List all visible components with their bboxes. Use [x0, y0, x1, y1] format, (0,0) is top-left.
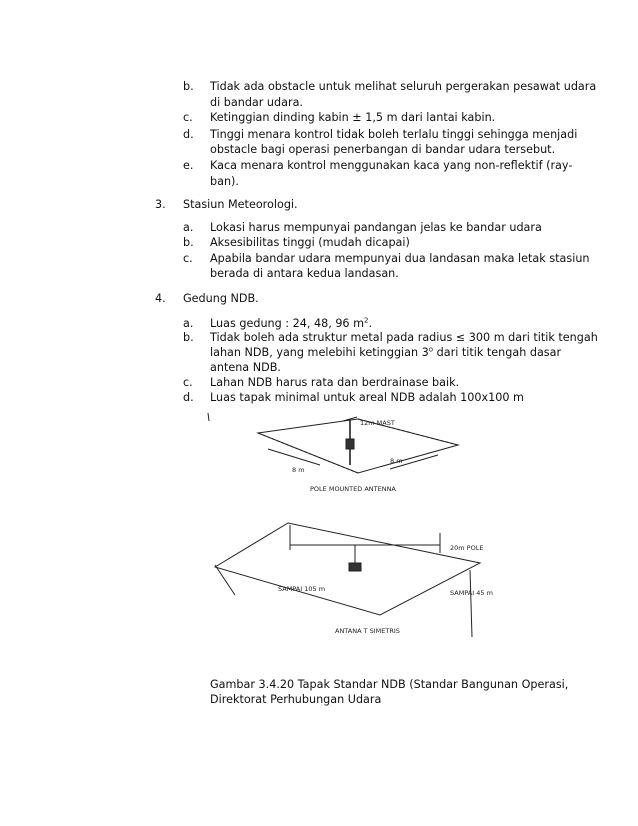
side-line — [470, 570, 472, 637]
item-letter: c. — [183, 252, 193, 265]
item-text-main: Luas gedung : 24, 48, 96 m — [210, 317, 365, 330]
item-text: Luas tapak minimal untuk areal NDB adalah 100x100 m — [210, 391, 524, 404]
section-number: 4. — [155, 292, 166, 305]
superscript: o — [428, 345, 434, 354]
item-text-tail: . — [368, 317, 373, 330]
label-caption-top: POLE MOUNTED ANTENNA — [310, 485, 396, 493]
item-letter: b. — [183, 236, 194, 249]
ndb-hut — [346, 439, 354, 449]
item-text: di bandar udara. — [210, 96, 303, 109]
ndb-hut — [349, 563, 361, 571]
item-text: Tidak boleh ada struktur metal pada radius ≤ 300 m dari titik tengah — [210, 331, 598, 344]
item-text-main: lahan NDB, yang melebihi ketinggian 3 — [210, 346, 429, 359]
ndb-site-diagram — [200, 405, 500, 645]
item-text: Tinggi menara kontrol tidak boleh terlalu tinggi sehingga menjadi — [210, 128, 578, 141]
item-letter: a. — [183, 221, 194, 234]
item-letter: a. — [183, 317, 194, 330]
item-letter: c. — [183, 111, 193, 124]
label-mast: 12m MAST — [360, 419, 395, 427]
section-title: Gedung NDB. — [183, 292, 259, 305]
item-text: Aksesibilitas tinggi (mudah dicapai) — [210, 236, 410, 249]
label-caption-bottom: ANTANA T SIMETRIS — [335, 627, 400, 635]
ground-plane — [258, 419, 458, 473]
label-dim-right: SAMPAI 45 m — [450, 589, 493, 597]
item-text: Ketinggian dinding kabin ± 1,5 m dari lantai kabin. — [210, 111, 496, 124]
item-letter: b. — [183, 331, 194, 344]
item-letter: d. — [183, 391, 194, 404]
item-letter: d. — [183, 128, 194, 141]
item-text: Lahan NDB harus rata dan berdrainase baik. — [210, 376, 460, 389]
label-dim-right: 8 m — [390, 457, 403, 465]
item-text — [210, 317, 372, 331]
label-dim-left: 8 m — [292, 466, 305, 474]
figure-caption: Gambar 3.4.20 Tapak Standar NDB (Standar Bangunan Operasi, — [210, 678, 569, 691]
label-dim-left: SAMPAI 105 m — [278, 585, 326, 593]
item-text: Tidak ada obstacle untuk melihat seluruh pergerakan pesawat udara — [210, 80, 597, 93]
item-letter: c. — [183, 376, 193, 389]
superscript: 2 — [364, 316, 369, 325]
item-text: Apabila bandar udara mempunyai dua landasan maka letak stasiun — [210, 252, 590, 265]
item-text: obstacle bagi operasi penerbangan di bandar udara tersebut. — [210, 143, 556, 156]
item-text: Lokasi harus mempunyai pandangan jelas ke bandar udara — [210, 221, 542, 234]
item-letter: b. — [183, 80, 194, 93]
section-title: Stasiun Meteorologi. — [183, 198, 298, 211]
item-text: berada di antara kedua landasan. — [210, 267, 399, 280]
item-text: antena NDB. — [210, 361, 281, 374]
item-text — [210, 346, 561, 360]
mark-tick — [208, 413, 209, 421]
section-number: 3. — [155, 198, 166, 211]
item-text: ban). — [210, 175, 239, 188]
label-pole: 20m POLE — [450, 544, 484, 552]
item-text-tail: dari titik tengah dasar — [433, 346, 562, 359]
item-text: Kaca menara kontrol menggunakan kaca yang non-reflektif (ray- — [210, 159, 573, 172]
item-letter: e. — [183, 159, 194, 172]
dim-line — [268, 449, 320, 465]
figure-caption: Direktorat Perhubungan Udara — [210, 693, 382, 706]
